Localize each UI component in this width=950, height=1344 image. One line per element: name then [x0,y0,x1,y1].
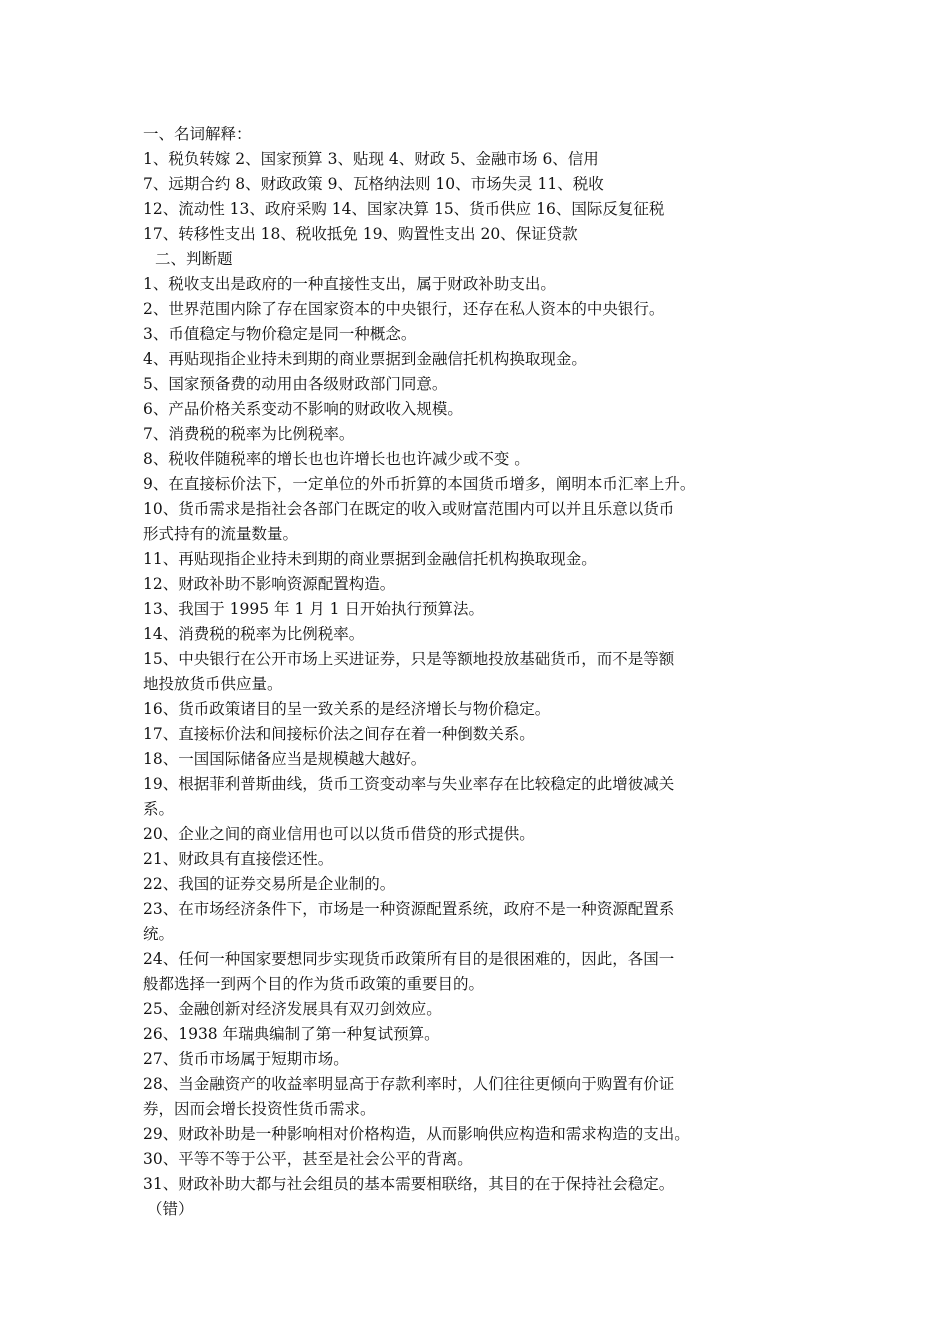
question-line: 14、消费税的税率为比例税率。 [143,625,365,643]
question-line: 18、一国国际储备应当是规模越大越好。 [143,750,427,768]
question-line-continuation: 券，因而会增长投资性货币需求。 [143,1100,376,1118]
question-line: 19、根据菲利普斯曲线，货币工资变动率与失业率存在比较稳定的此增彼减关 [143,775,675,793]
question-line: 11、再贴现指企业持未到期的商业票据到金融信托机构换取现金。 [143,550,597,568]
question-line: 28、当金融资产的收益率明显高于存款利率时，人们往往更倾向于购置有价证 [143,1075,675,1093]
question-line: 24、任何一种国家要想同步实现货币政策所有目的是很困难的，因此，各国一 [143,950,675,968]
question-line-continuation: 般都选择一到两个目的作为货币政策的重要目的。 [143,975,485,993]
terms-line: 7、远期合约 8、财政政策 9、瓦格纳法则 10、市场失灵 11、税收 [143,175,604,193]
question-line: 5、国家预备费的动用由各级财政部门同意。 [143,375,448,393]
question-line: 7、消费税的税率为比例税率。 [143,425,355,443]
question-line: 9、在直接标价法下，一定单位的外币折算的本国货币增多，阐明本币汇率上升。 [143,475,696,493]
question-line: 29、财政补助是一种影响相对价格构造，从而影响供应构造和需求构造的支出。 [143,1125,690,1143]
question-line: 6、产品价格关系变动不影响的财政收入规模。 [143,400,463,418]
question-line: 25、金融创新对经济发展具有双刃剑效应。 [143,1000,442,1018]
question-line: 17、直接标价法和间接标价法之间存在着一种倒数关系。 [143,725,535,743]
question-line: 8、税收伴随税率的增长也也许增长也也许减少或不变 。 [143,450,530,468]
question-line: 22、我国的证券交易所是企业制的。 [143,875,396,893]
question-line: 3、币值稳定与物价稳定是同一种概念。 [143,325,417,343]
question-line: 27、货币市场属于短期市场。 [143,1050,349,1068]
question-line-continuation: 形式持有的流量数量。 [143,525,299,543]
answer-note: （错） [147,1200,194,1218]
document-page [143,122,833,1222]
question-line-continuation: 系。 [143,800,175,818]
question-line: 26、1938 年瑞典编制了第一种复试预算。 [143,1025,440,1043]
question-line: 20、企业之间的商业信用也可以以货币借贷的形式提供。 [143,825,535,843]
question-line: 21、财政具有直接偿还性。 [143,850,334,868]
question-line-continuation: 地投放货币供应量。 [143,675,283,693]
question-line: 30、平等不等于公平，甚至是社会公平的背离。 [143,1150,473,1168]
question-line: 1、税收支出是政府的一种直接性支出，属于财政补助支出。 [143,275,556,293]
terms-line: 17、转移性支出 18、税收抵免 19、购置性支出 20、保证贷款 [143,225,578,243]
question-line: 4、再贴现指企业持未到期的商业票据到金融信托机构换取现金。 [143,350,587,368]
question-line: 16、货币政策诸目的呈一致关系的是经济增长与物价稳定。 [143,700,551,718]
question-line: 12、财政补助不影响资源配置构造。 [143,575,396,593]
question-line-continuation: 统。 [143,925,175,943]
question-line: 31、财政补助大都与社会组员的基本需要相联络，其目的在于保持社会稳定。 [143,1175,675,1193]
terms-line: 1、税负转嫁 2、国家预算 3、贴现 4、财政 5、金融市场 6、信用 [143,150,599,168]
question-line: 13、我国于 1995 年 1 月 1 日开始执行预算法。 [143,600,484,618]
question-line: 15、中央银行在公开市场上买进证券，只是等额地投放基础货币，而不是等额 [143,650,675,668]
terms-line: 12、流动性 13、政府采购 14、国家决算 15、货币供应 16、国际反复征税 [143,200,665,218]
section-heading-judgement: 二、判断题 [155,250,233,268]
question-line: 23、在市场经济条件下，市场是一种资源配置系统，政府不是一种资源配置系 [143,900,675,918]
question-line: 2、世界范围内除了存在国家资本的中央银行，还存在私人资本的中央银行。 [143,300,665,318]
section-heading-terms: 一、名词解释： [143,125,252,143]
question-line: 10、货币需求是指社会各部门在既定的收入或财富范围内可以并且乐意以货币 [143,500,675,518]
